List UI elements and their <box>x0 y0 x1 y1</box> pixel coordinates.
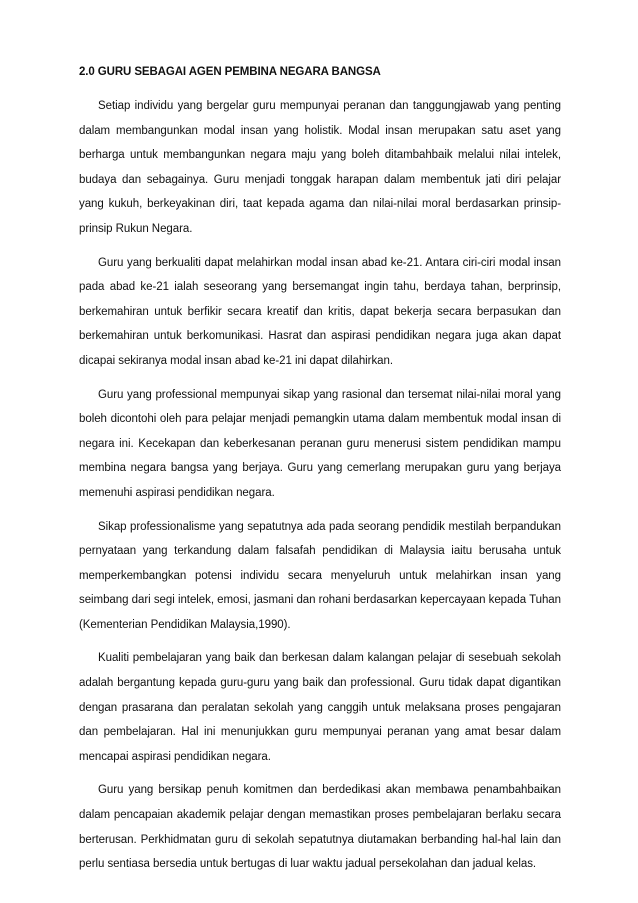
document-page <box>79 66 561 886</box>
paragraph-1: Setiap individu yang bergelar guru mempunyai peranan dan tanggungjawab yang penting dalam membangunkan modal insan yang holistik. Modal insan merupakan satu aset yang berharga untuk membangunkan negara maju yang boleh ditambahbaik melalui nilai intelek, budaya dan sebagainya. Guru menjadi tonggak harapan dalam membentuk jati diri pelajar yang kukuh, berkeyakinan diri, taat kepada agama dan nilai-nilai moral berdasarkan prinsip-prinsip Rukun Negara. <box>79 100 561 235</box>
paragraph-5: Kualiti pembelajaran yang baik dan berkesan dalam kalangan pelajar di sesebuah sekolah adalah bergantung kepada guru-guru yang baik dan professional. Guru tidak dapat digantikan dengan prasarana dan peralatan sekolah yang canggih untuk melaksana proses pengajaran dan pembelajaran. Hal ini menunjukkan guru mempunyai peranan yang amat besar dalam mencapai aspirasi pendidikan negara. <box>79 652 561 763</box>
section-heading: 2.0 GURU SEBAGAI AGEN PEMBINA NEGARA BANGSA <box>79 66 381 78</box>
paragraph-2: Guru yang berkualiti dapat melahirkan modal insan abad ke-21. Antara ciri-ciri modal insan pada abad ke-21 ialah seseorang yang bersemangat ingin tahu, berdaya tahan, berprinsip, berkemahiran untuk berfikir secara kreatif dan kritis, dapat bekerja secara berpasukan dan berkemahiran untuk berkomunikasi. Hasrat dan aspirasi pendidikan negara juga akan dapat dicapai sekiranya modal insan abad ke-21 ini dapat dilahirkan. <box>79 256 561 367</box>
paragraph-4: Sikap professionalisme yang sepatutnya ada pada seorang pendidik mestilah berpandukan pernyataan yang terkandung dalam falsafah pendidikan di Malaysia iaitu berusaha untuk memperkembangkan potensi individu secara menyeluruh untuk melahirkan insan yang seimbang dari segi intelek, emosi, jasmani dan rohani berdasarkan kepercayaan kepada Tuhan (Kementerian Pendidikan Malaysia,1990). <box>79 520 561 631</box>
paragraph-6: Guru yang bersikap penuh komitmen dan berdedikasi akan membawa penambahbaikan dalam pencapaian akademik pelajar dengan memastikan proses pembelajaran berlaku secara berterusan. Perkhidmatan guru di sekolah sepatutnya diutamakan berbanding hal-hal lain dan perlu sentiasa bersedia untuk bertugas di luar waktu jadual persekolahan dan jadual kelas. <box>79 784 561 871</box>
paragraph-3: Guru yang professional mempunyai sikap yang rasional dan tersemat nilai-nilai moral yang boleh dicontohi oleh para pelajar menjadi pemangkin utama dalam membentuk modal insan di negara ini. Kecekapan dan keberkesanan peranan guru menerusi sistem pendidikan mampu membina negara bangsa yang berjaya. Guru yang cemerlang merupakan guru yang berjaya memenuhi aspirasi pendidikan negara. <box>79 388 561 499</box>
